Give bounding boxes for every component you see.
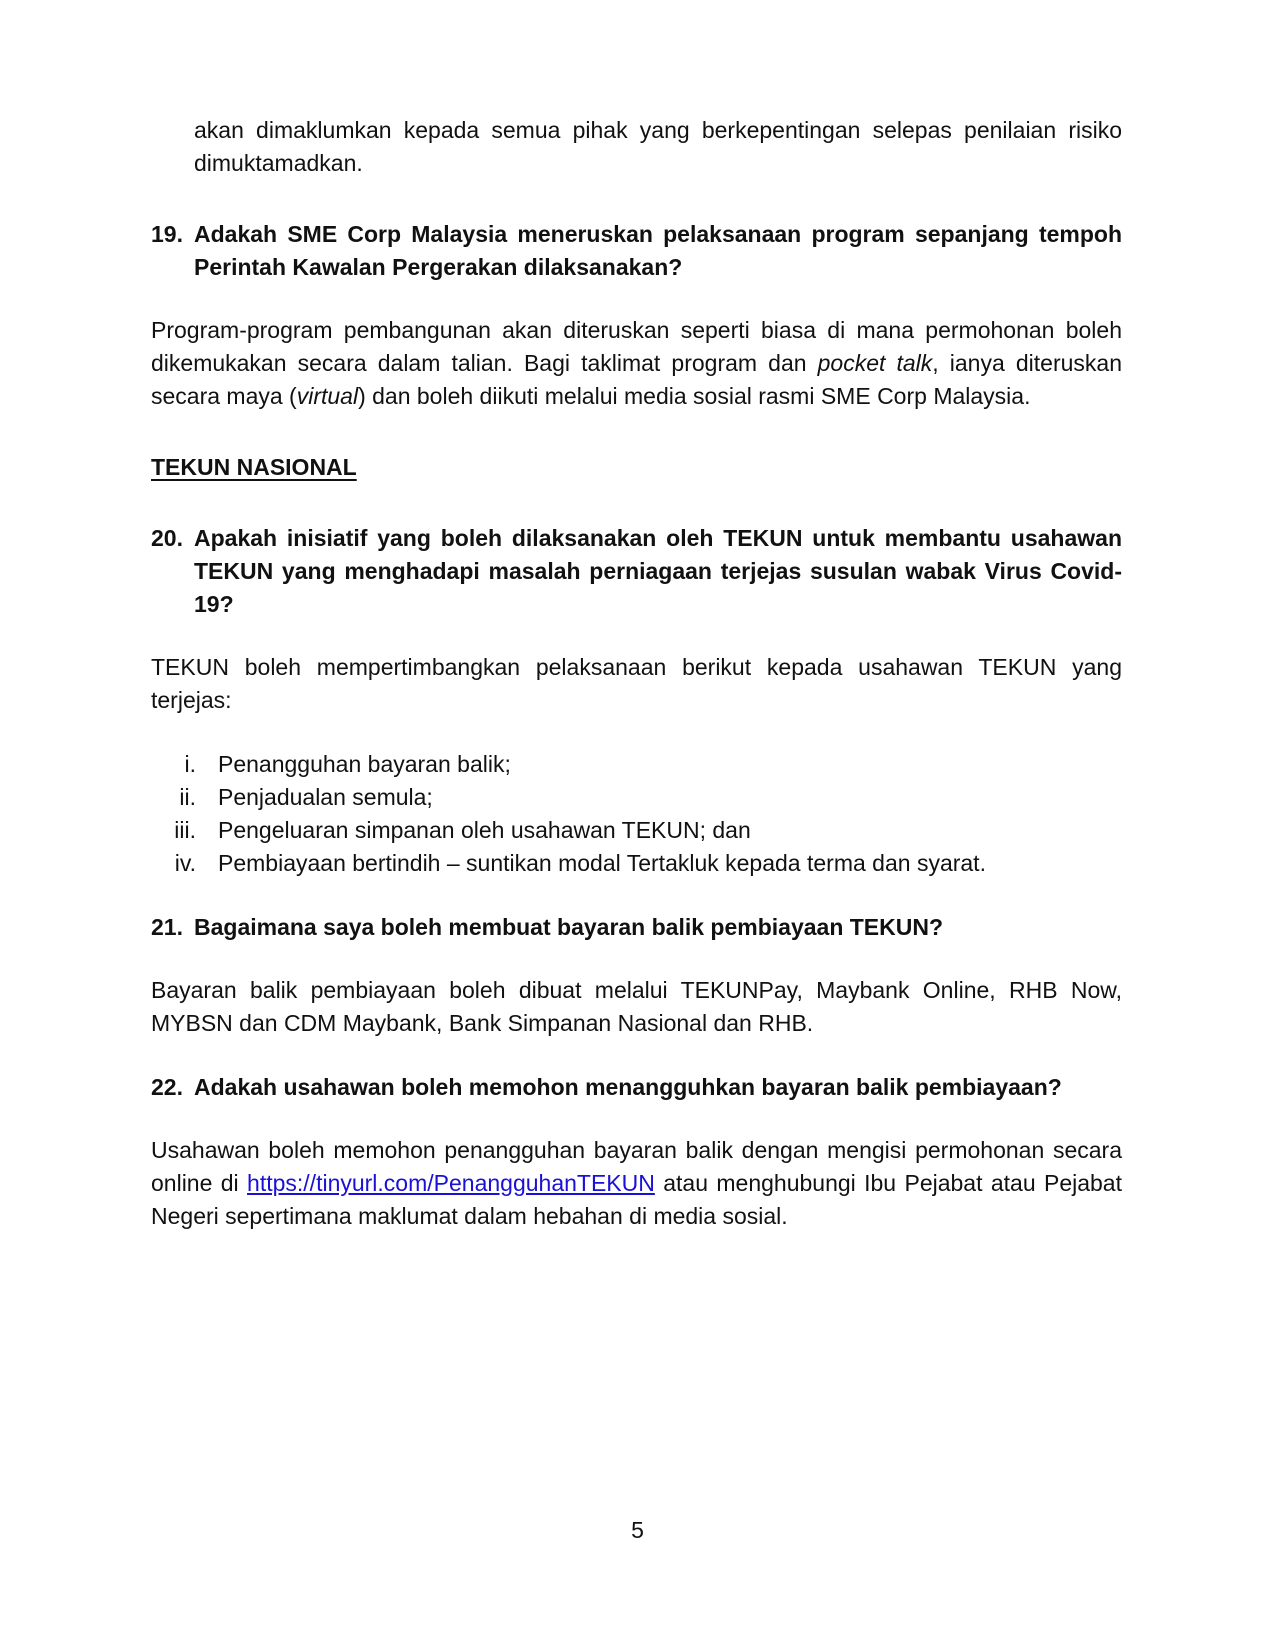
question-20: [151, 522, 1122, 621]
question-number: 22.: [151, 1074, 183, 1100]
list-item: [151, 814, 1122, 847]
list-item-number: iv.: [174, 850, 196, 876]
list-item-text: Pembiayaan bertindih – suntikan modal Tertakluk kepada terma dan syarat.: [218, 850, 986, 876]
page-content: [151, 114, 1122, 1233]
answer-19: [151, 314, 1122, 413]
intro-continuation-paragraph: akan dimaklumkan kepada semua pihak yang berkepentingan selepas penilaian risiko dimuktamadkan.: [194, 117, 1122, 176]
spacer: [151, 1040, 1122, 1071]
answer-italic-text: virtual: [296, 383, 359, 409]
list-item: [151, 847, 1122, 880]
answer-text: Usahawan boleh memohon penangguhan bayaran balik dengan mengisi permohonan secara online di: [151, 1137, 1122, 1196]
spacer: [151, 880, 1122, 911]
spacer: [151, 284, 1122, 314]
list-item-number: i.: [184, 751, 196, 777]
question-number: 21.: [151, 914, 183, 940]
spacer: [151, 180, 1122, 218]
question-19: [151, 218, 1122, 284]
question-text: Adakah usahawan boleh memohon menangguhkan bayaran balik pembiayaan?: [194, 1074, 1062, 1100]
list-item: [151, 748, 1122, 781]
list-item-number: ii.: [179, 784, 196, 810]
spacer: [151, 717, 1122, 748]
page-number: 5: [631, 1517, 644, 1543]
question-text: Adakah SME Corp Malaysia meneruskan pelaksanaan program sepanjang tempoh Perintah Kawalan Pergerakan dilaksanakan?: [194, 221, 1122, 280]
spacer: [151, 1104, 1122, 1134]
answer-text: ) dan boleh diikuti melalui media sosial rasmi SME Corp Malaysia.: [358, 383, 1031, 409]
spacer: [151, 944, 1122, 974]
list-item-text: Pengeluaran simpanan oleh usahawan TEKUN; dan: [218, 817, 751, 843]
question-21: [151, 911, 1122, 944]
question-number: 20.: [151, 525, 183, 551]
section-title: TEKUN NASIONAL: [151, 454, 357, 480]
list-item-number: iii.: [174, 817, 196, 843]
question-text: Bagaimana saya boleh membuat bayaran balik pembiayaan TEKUN?: [194, 914, 944, 940]
answer-22: [151, 1134, 1122, 1233]
penangguhan-tekun-link[interactable]: https://tinyurl.com/PenangguhanTEKUN: [247, 1170, 655, 1196]
question-text: Apakah inisiatif yang boleh dilaksanakan oleh TEKUN untuk membantu usahawan TEKUN yang menghadapi masalah perniagaan terjejas susulan wabak Virus Covid-19?: [194, 525, 1122, 617]
spacer: [151, 413, 1122, 451]
question-22: [151, 1071, 1122, 1104]
answer-20-intro: TEKUN boleh mempertimbangkan pelaksanaan berikut kepada usahawan TEKUN yang terjejas:: [151, 654, 1122, 713]
list-item: [151, 781, 1122, 814]
answer-text: atau menghubungi Ibu Pejabat atau Pejabat Negeri sepertimana maklumat dalam hebahan di media sosial.: [151, 1170, 1122, 1229]
question-number: 19.: [151, 221, 183, 247]
list-item-text: Penangguhan bayaran balik;: [218, 751, 511, 777]
answer-text: , ianya diteruskan secara maya (: [151, 350, 1122, 409]
answer-text: Program-program pembangunan akan diteruskan seperti biasa di mana permohonan boleh dikemukakan secara dalam talian. Bagi taklimat program dan: [151, 317, 1122, 376]
answer-21: Bayaran balik pembiayaan boleh dibuat melalui TEKUNPay, Maybank Online, RHB Now, MYBSN dan CDM Maybank, Bank Simpanan Nasional dan RHB.: [151, 977, 1122, 1036]
initiative-list: [151, 748, 1122, 880]
spacer: [151, 621, 1122, 651]
spacer: [151, 484, 1122, 522]
list-item-text: Penjadualan semula;: [218, 784, 433, 810]
answer-italic-text: pocket talk: [817, 350, 933, 376]
